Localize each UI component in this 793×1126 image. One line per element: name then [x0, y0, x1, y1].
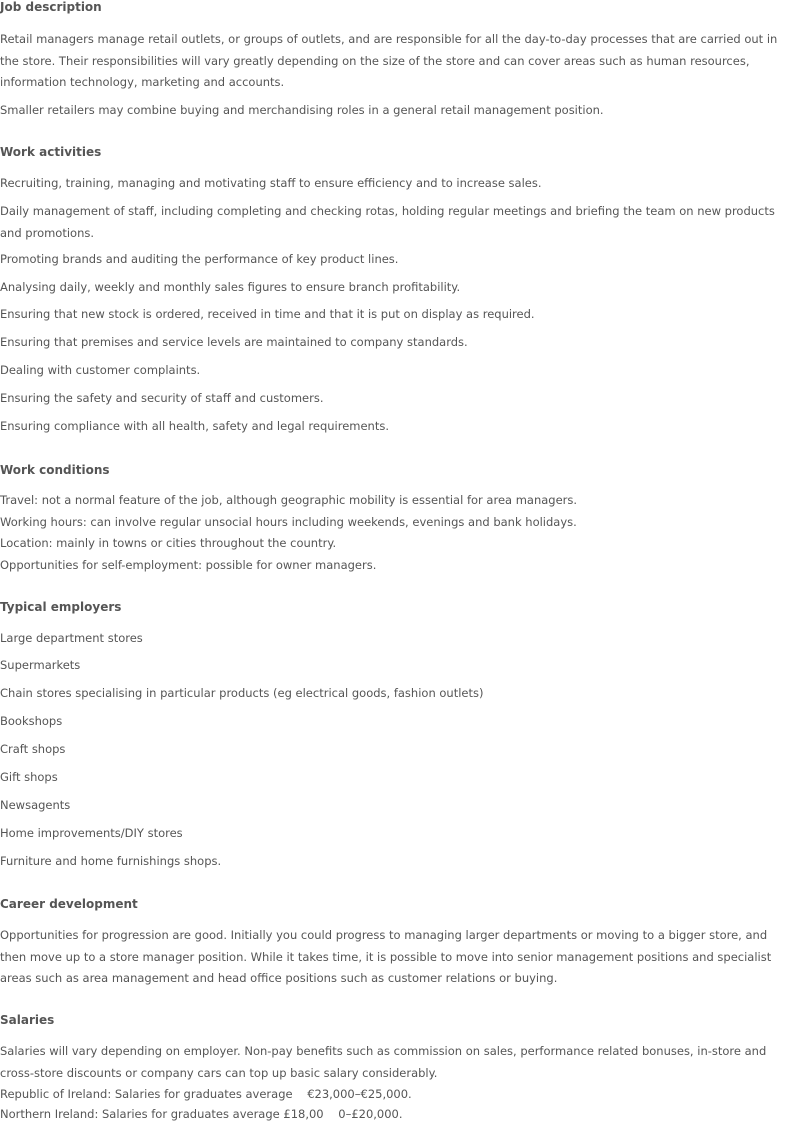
employer-item: Newsagents — [0, 798, 71, 812]
heading-job-description: Job description — [0, 0, 102, 14]
heading-work-conditions: Work conditions — [0, 463, 110, 477]
employer-item: Furniture and home furnishings shops. — [0, 854, 222, 868]
work-condition-line: Opportunities for self-employment: possible for owner managers. — [0, 558, 377, 572]
work-activity-item: Recruiting, training, managing and motivating staff to ensure efficiency and to increase sales. — [0, 176, 542, 190]
work-activity-item: Promoting brands and auditing the performance of key product lines. — [0, 252, 399, 266]
heading-career-development: Career development — [0, 897, 138, 911]
career-development-paragraph: Opportunities for progression are good. Initially you could progress to managing larger departments or moving to a bigger store, and then move up to a store manager position. While it takes time, it is possible to move into senior management positions and specialist areas such as area management and head office positions such as customer relations or buying. — [0, 928, 772, 985]
employer-item: Supermarkets — [0, 658, 81, 672]
work-activity-item: Daily management of staff, including completing and checking rotas, holding regular meetings and briefing the team on new products and promotions. — [0, 204, 775, 240]
work-condition-line: Travel: not a normal feature of the job, although geographic mobility is essential for area managers. — [0, 493, 578, 507]
work-condition-line: Location: mainly in towns or cities throughout the country. — [0, 536, 337, 550]
employer-item: Large department stores — [0, 631, 143, 645]
salary-line-ni: Northern Ireland: Salaries for graduates average £18,00 0–£20,000. — [0, 1107, 403, 1121]
employer-item: Gift shops — [0, 770, 58, 784]
salaries-paragraph: Salaries will vary depending on employer. Non-pay benefits such as commission on sales, performance related bonuses, in-store and cross-store discounts or company cars can top up basic salary considerably. — [0, 1044, 767, 1080]
work-activity-item: Ensuring the safety and security of staff and customers. — [0, 391, 324, 405]
work-activity-item: Ensuring that new stock is ordered, received in time and that it is put on display as required. — [0, 307, 535, 321]
work-activity-item: Analysing daily, weekly and monthly sales figures to ensure branch profitability. — [0, 280, 461, 294]
employer-item: Craft shops — [0, 742, 66, 756]
employer-item: Bookshops — [0, 714, 63, 728]
job-description-paragraph-1: Retail managers manage retail outlets, or groups of outlets, and are responsible for all the day-to-day processes that are carried out in the store. Their responsibilities will vary greatly depending on the size of the store and can cover areas such as human resources, information technology, marketing and accounts. — [0, 32, 778, 89]
work-activity-item: Dealing with customer complaints. — [0, 363, 201, 377]
work-activity-item: Ensuring compliance with all health, safety and legal requirements. — [0, 419, 390, 433]
salary-line-roi: Republic of Ireland: Salaries for graduates average €23,000–€25,000. — [0, 1087, 412, 1101]
heading-typical-employers: Typical employers — [0, 600, 122, 614]
work-condition-line: Working hours: can involve regular unsocial hours including weekends, evenings and bank holidays. — [0, 515, 577, 529]
heading-salaries: Salaries — [0, 1013, 55, 1027]
employer-item: Chain stores specialising in particular products (eg electrical goods, fashion outlets) — [0, 686, 484, 700]
job-description-paragraph-2: Smaller retailers may combine buying and merchandising roles in a general retail management position. — [0, 103, 604, 117]
heading-work-activities: Work activities — [0, 145, 102, 159]
employer-item: Home improvements/DIY stores — [0, 826, 183, 840]
work-activity-item: Ensuring that premises and service levels are maintained to company standards. — [0, 335, 468, 349]
